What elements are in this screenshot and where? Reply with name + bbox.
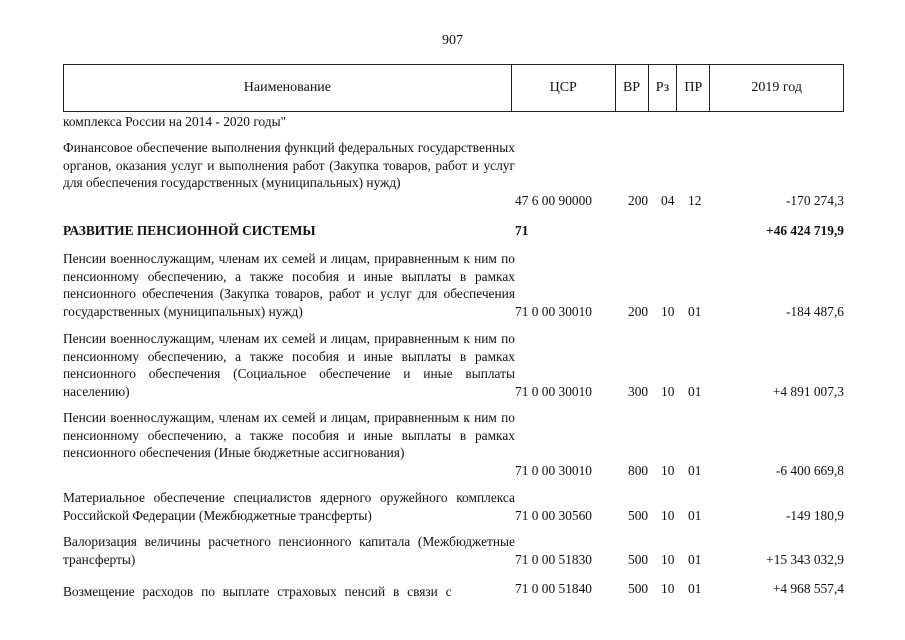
row-pr: 01 (688, 552, 702, 568)
row-pr: 01 (688, 304, 702, 320)
table-row (63, 250, 844, 321)
row-csr: 71 0 00 51840 (515, 581, 592, 596)
row-csr: 71 (515, 223, 529, 239)
row-pr: 01 (688, 581, 702, 596)
row-rz: 04 (661, 193, 675, 209)
table-row (63, 533, 844, 569)
row-amount: -6 400 669,8 (775, 463, 844, 479)
row-rz: 10 (661, 304, 675, 320)
row-vr: 800 (628, 463, 649, 479)
row-amount: -170 274,3 (785, 193, 844, 209)
row-vr: 500 (628, 508, 649, 524)
table-row (63, 489, 844, 525)
row-amount: +4 968 557,4 (772, 581, 844, 596)
row-rz: 10 (661, 508, 675, 524)
row-name: Пенсии военнослужащим, членам их семей и лицам, приравненным к ним по пенсионному обеспечению, а также пособия и иные выплаты в рамках пенсионного обеспечения (Социальное обеспечение и иные выплаты населению) (63, 331, 515, 399)
row-rz: 10 (661, 384, 675, 400)
row-vr: 300 (628, 384, 649, 400)
row-vr: 200 (628, 193, 649, 209)
row-name: Валоризация величины расчетного пенсионного капитала (Межбюджетные трансферты) (63, 534, 515, 567)
row-amount: +4 891 007,3 (772, 384, 844, 400)
row-csr: 47 6 00 90000 (515, 193, 592, 209)
row-csr: 71 0 00 30560 (515, 508, 592, 524)
row-rz: 10 (661, 581, 675, 596)
row-name: РАЗВИТИЕ ПЕНСИОННОЙ СИСТЕМЫ (63, 223, 316, 238)
header-vr: ВР (616, 65, 649, 111)
row-name: Материальное обеспечение специалистов ядерного оружейного комплекса Российской Федерации (Межбюджетные трансферты) (63, 490, 515, 523)
row-vr: 500 (628, 552, 649, 568)
row-name: Финансовое обеспечение выполнения функций федеральных государственных органов, оказания услуг и выполнения работ (Закупка товаров, работ и услуг для обеспечения государственных (муниципальных) нужд) (63, 140, 515, 191)
header-pr: ПР (677, 65, 710, 111)
row-amount: +15 343 032,9 (766, 552, 844, 568)
header-rz: Рз (649, 65, 678, 111)
header-year: 2019 год (751, 80, 802, 95)
row-name: Пенсии военнослужащим, членам их семей и лицам, приравненным к ним по пенсионному обеспечению, а также пособия и иные выплаты в рамках пенсионного обеспечения (Иные бюджетные ассигнования) (63, 410, 515, 461)
row-vr: 200 (628, 304, 649, 320)
header-csr: ЦСР (512, 65, 616, 111)
table-row (63, 139, 844, 210)
row-rz: 10 (661, 552, 675, 568)
row-amount: -149 180,9 (785, 508, 844, 524)
table-row (63, 580, 844, 600)
row-csr: 71 0 00 30010 (515, 463, 592, 479)
row-rz: 10 (661, 463, 675, 479)
table-row (63, 330, 844, 401)
row-name: комплекса России на 2014 - 2020 годы" (63, 114, 287, 129)
row-csr: 71 0 00 30010 (515, 384, 592, 400)
row-pr: 01 (688, 463, 702, 479)
table-row (63, 113, 844, 131)
row-pr: 01 (688, 508, 702, 524)
table-row (63, 409, 844, 480)
row-amount: +46 424 719,9 (766, 223, 844, 239)
row-name: Возмещение расходов по выплате страховых пенсий в связи с (63, 584, 452, 599)
row-vr: 500 (628, 581, 649, 596)
table-row-section (63, 222, 844, 240)
row-pr: 01 (688, 384, 702, 400)
row-csr: 71 0 00 30010 (515, 304, 592, 320)
row-pr: 12 (688, 193, 702, 209)
header-name: Наименование (64, 65, 512, 111)
row-name: Пенсии военнослужащим, членам их семей и лицам, приравненным к ним по пенсионному обеспечению, а также пособия и иные выплаты в рамках пенсионного обеспечения (Закупка товаров, работ и услуг для обеспечения государственных (муниципальных) нужд) (63, 251, 515, 319)
row-amount: -184 487,6 (785, 304, 844, 320)
page-number: 907 (442, 33, 463, 48)
row-csr: 71 0 00 51830 (515, 552, 592, 568)
table-header (63, 64, 844, 112)
